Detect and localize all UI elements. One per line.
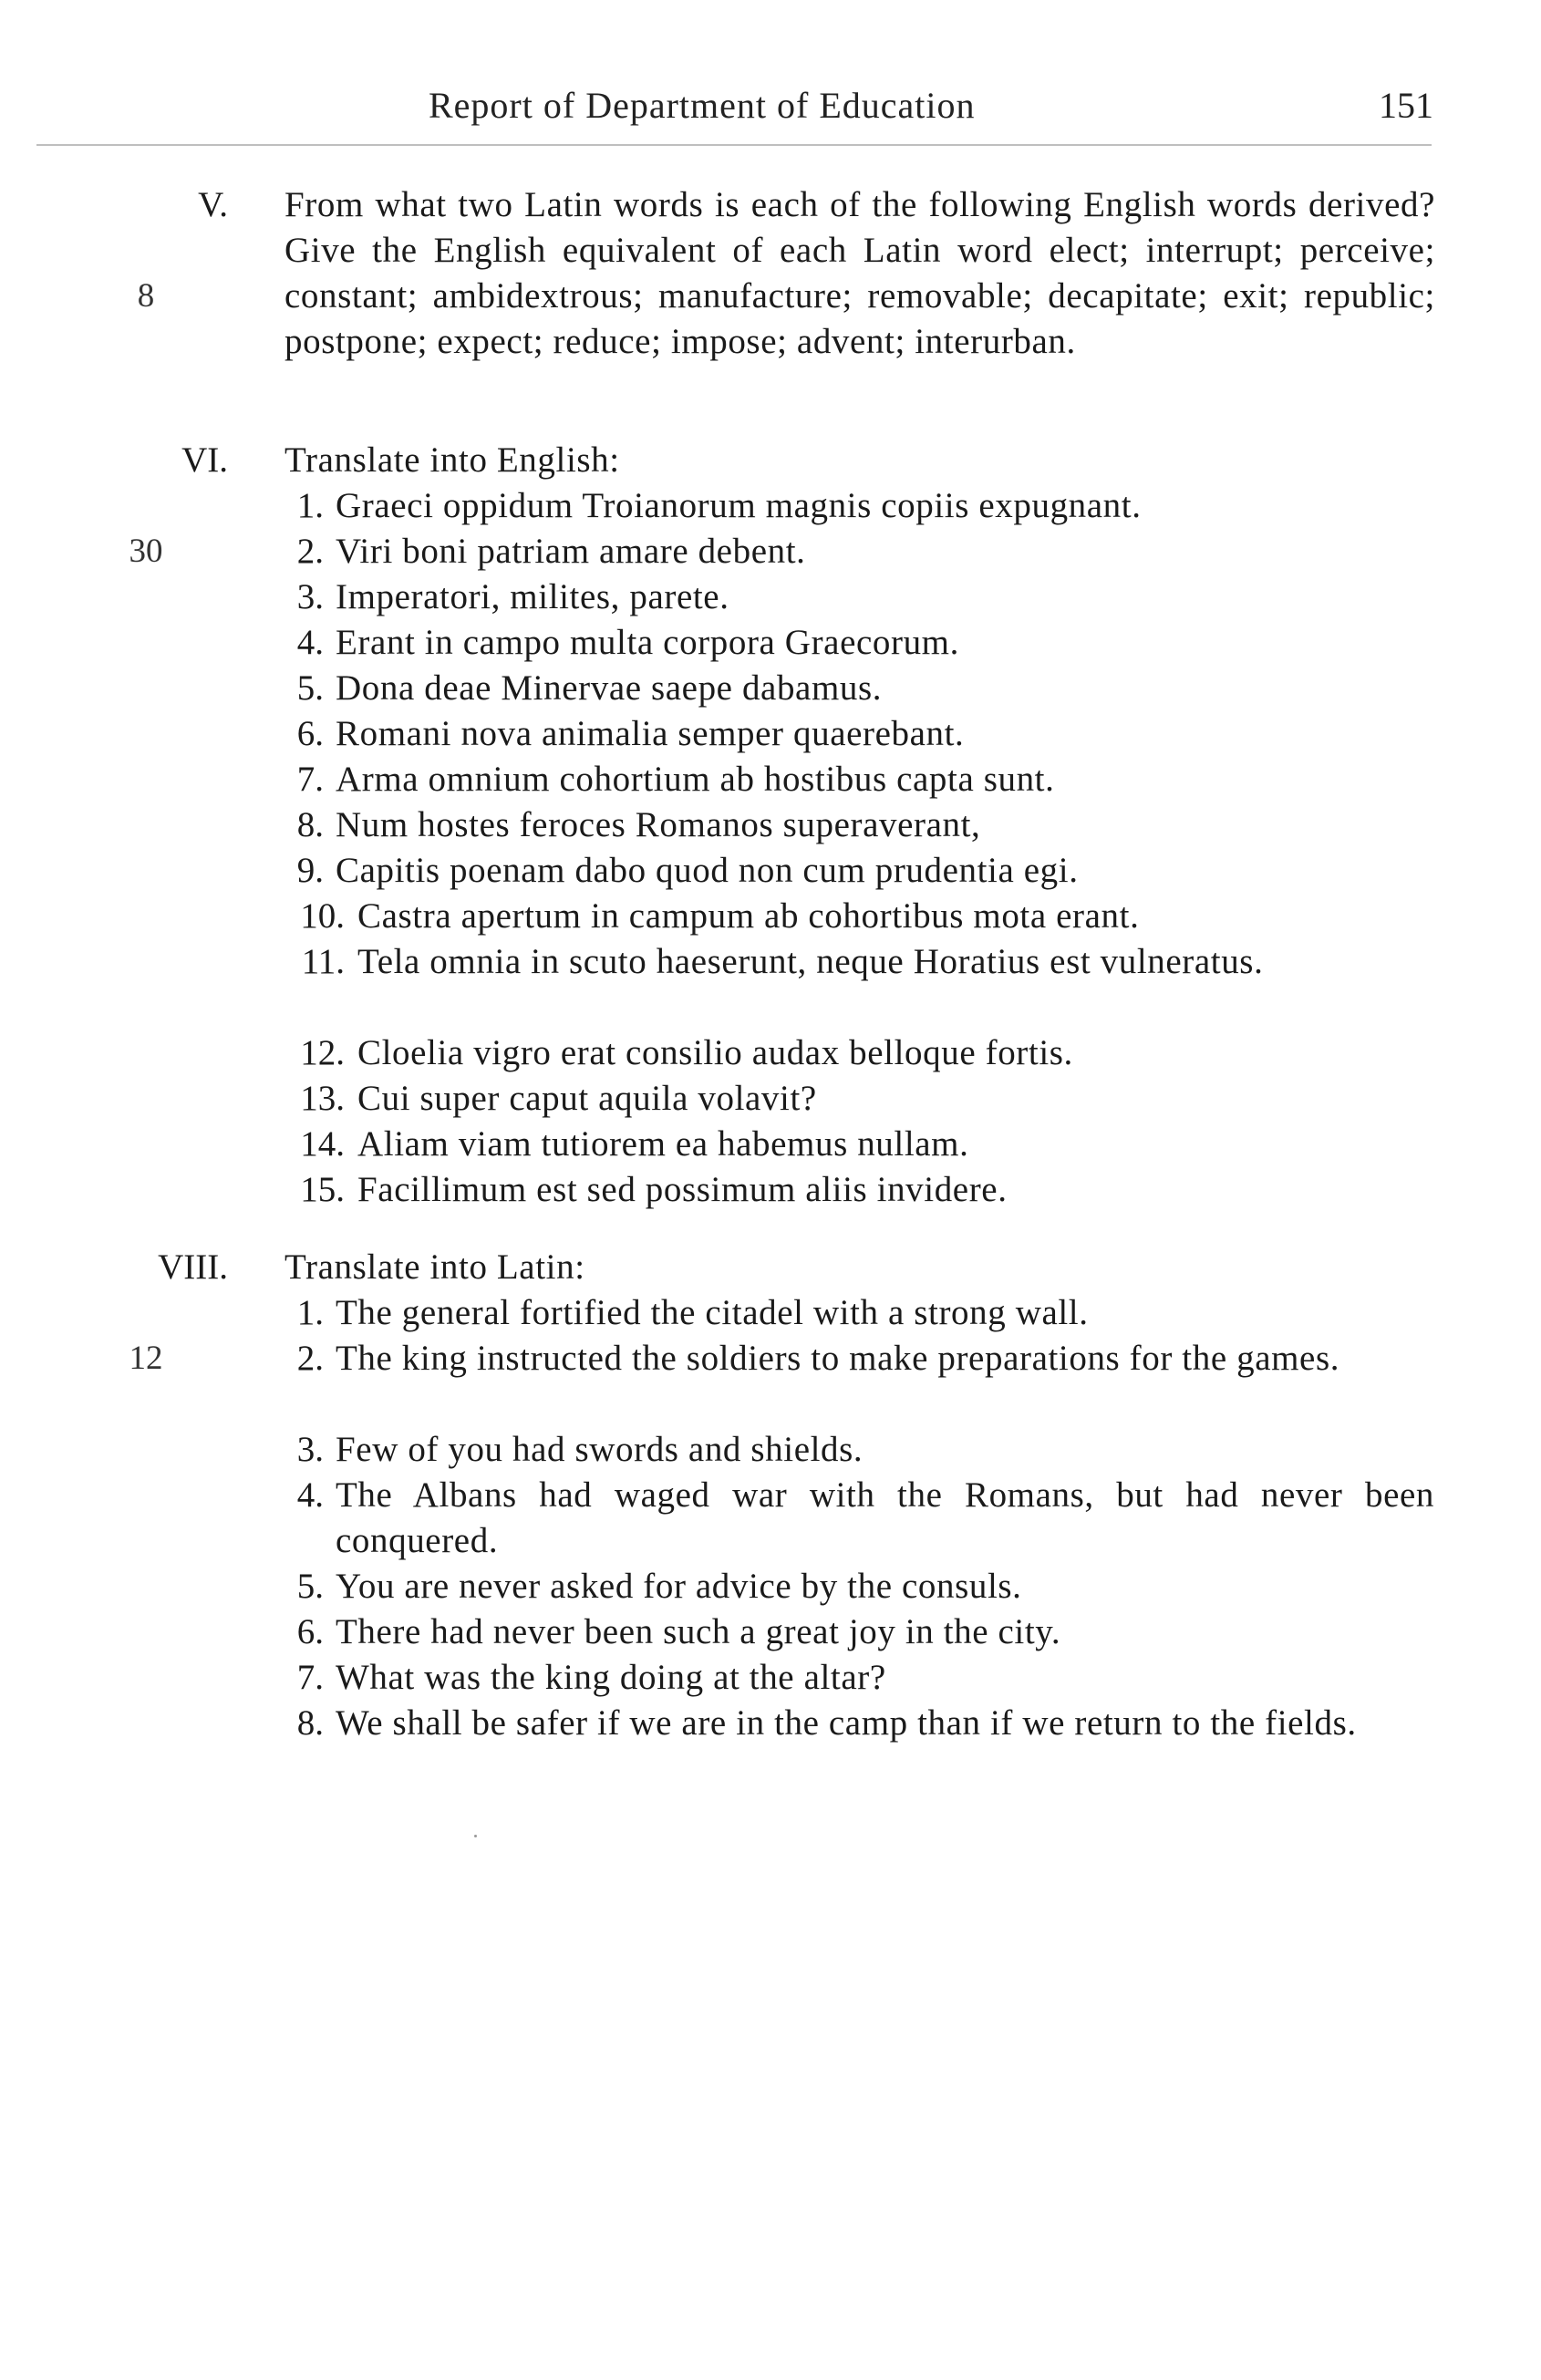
item-text: Facillimum est sed possimum aliis invidere.: [357, 1170, 1008, 1209]
item-text: Tela omnia in scuto haeserunt, neque Horatius est vulneratus.: [357, 942, 1264, 981]
item-number: 5.: [296, 1567, 324, 1606]
item-number: 8.: [296, 1703, 324, 1743]
item-number: 13.: [300, 1079, 345, 1118]
item-number: 2.: [296, 1339, 324, 1378]
section-marks: 12: [129, 1340, 163, 1377]
item-text: Castra apertum in campum ab cohortibus mota erant.: [357, 896, 1140, 936]
item-text: Dona deae Minervae saepe dabamus.: [336, 668, 883, 708]
section-number: VI.: [181, 440, 228, 480]
item-number: 2.: [296, 532, 324, 571]
header-rule: [36, 144, 1432, 146]
item-number: 5.: [296, 668, 324, 708]
item-text: Aliam viam tutiorem ea habemus nullam.: [357, 1124, 969, 1164]
item-text: What was the king doing at the altar?: [336, 1658, 886, 1697]
item-text: There had never been such a great joy in the city.: [336, 1612, 1061, 1651]
item-number: 1.: [296, 1293, 324, 1332]
item-number: 15.: [300, 1170, 345, 1209]
item-text: We shall be safer if we are in the camp than if we return to the fields.: [336, 1703, 1357, 1743]
item-text: Romani nova animalia semper quaerebant.: [336, 714, 965, 753]
item-text: Num hostes feroces Romanos superaverant,: [336, 805, 981, 844]
running-head: [0, 84, 1541, 139]
item-number: 11.: [301, 942, 345, 981]
item-text: Cui super caput aquila volavit?: [357, 1079, 817, 1118]
section-heading: Translate into Latin:: [284, 1247, 585, 1287]
item-number: 7.: [296, 1658, 324, 1697]
page-number: 151: [1379, 85, 1433, 126]
item-number: 3.: [296, 577, 324, 616]
item-text: Imperatori, milites, parete.: [336, 577, 729, 616]
item-number: 6.: [296, 1612, 324, 1651]
item-text: Capitis poenam dabo quod non cum prudentia egi.: [336, 851, 1079, 890]
section-marks: 8: [137, 277, 155, 315]
item-text: Few of you had swords and shields.: [336, 1430, 864, 1469]
item-number: 6.: [296, 714, 324, 753]
print-speck: [474, 1835, 477, 1837]
section-marks: 30: [129, 533, 163, 570]
running-title: Report of Department of Education: [429, 85, 976, 126]
item-number: 8.: [296, 805, 324, 844]
item-number: 4.: [296, 1475, 324, 1515]
item-text: Arma omnium cohortium ab hostibus capta sunt.: [336, 760, 1055, 799]
item-number: 14.: [300, 1124, 345, 1164]
item-number: 1.: [296, 486, 324, 525]
item-text: The Albans had waged war with the Romans, but had never been conquered.: [336, 1475, 1434, 1560]
section-number: VIII.: [158, 1247, 228, 1287]
item-number: 10.: [300, 896, 345, 936]
item-text: Cloelia vigro erat consilio audax belloque fortis.: [357, 1033, 1073, 1072]
item-text: The general fortified the citadel with a strong wall.: [336, 1293, 1089, 1332]
section-heading: Translate into English:: [284, 440, 620, 480]
item-number: 3.: [296, 1430, 324, 1469]
item-number: 9.: [296, 851, 324, 890]
item-number: 7.: [296, 760, 324, 799]
section-number: V.: [198, 185, 228, 224]
section-text: From what two Latin words is each of the following English words derived? Give the English equivalent of each Latin word elect; interrupt; perceive; constant; ambidextrous; manufacture; removable; decapitate; exit; republic; postpone; expect; reduce; impose; advent; interurban.: [284, 185, 1435, 361]
item-text: Erant in campo multa corpora Graecorum.: [336, 623, 959, 662]
item-text: You are never asked for advice by the consuls.: [336, 1567, 1022, 1606]
item-text: The king instructed the soldiers to make preparations for the games.: [336, 1339, 1340, 1378]
item-text: Graeci oppidum Troianorum magnis copiis expugnant.: [336, 486, 1142, 525]
item-text: Viri boni patriam amare debent.: [336, 532, 806, 571]
item-number: 12.: [300, 1033, 345, 1072]
item-number: 4.: [296, 623, 324, 662]
